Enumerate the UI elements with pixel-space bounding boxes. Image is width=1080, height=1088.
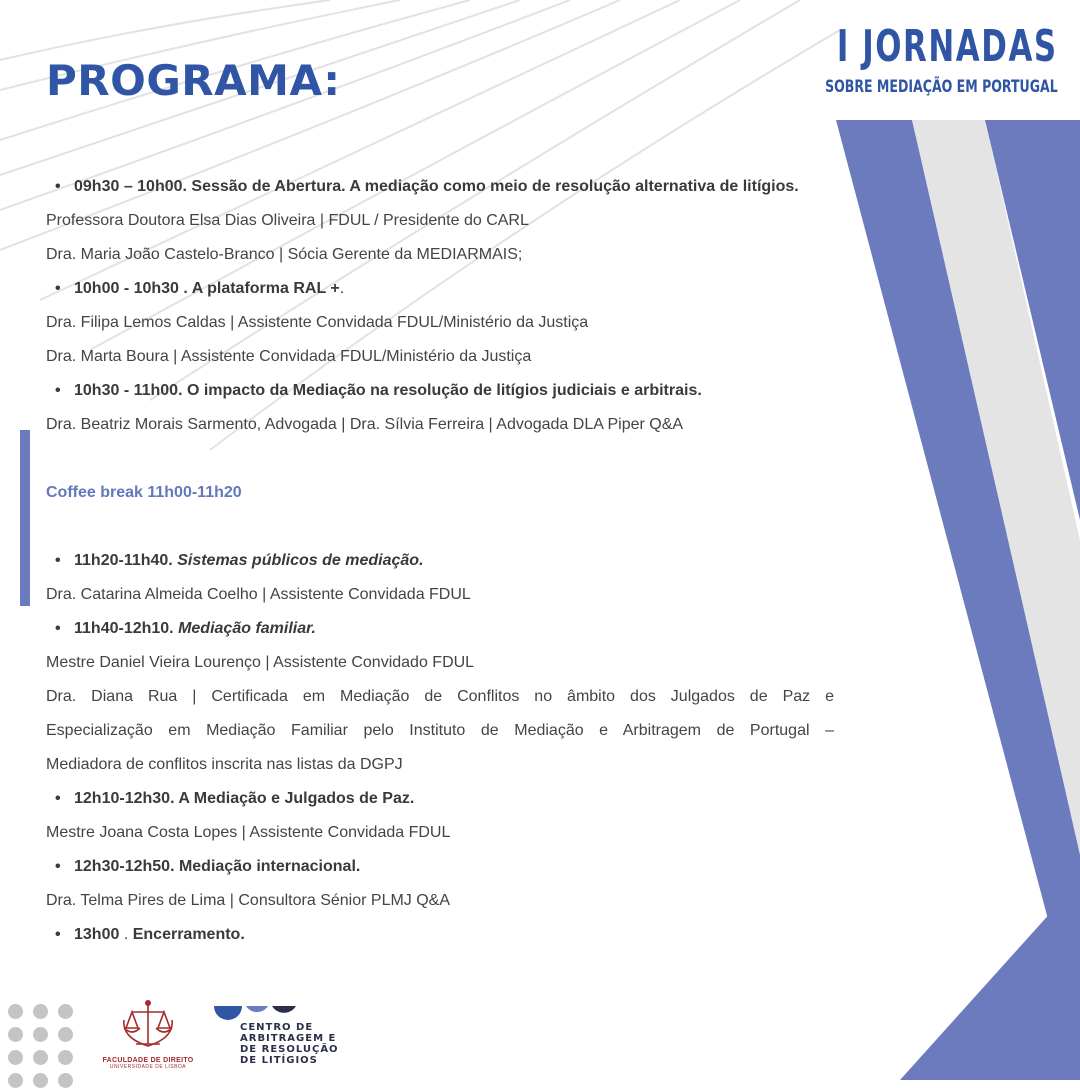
- session-family: [46, 612, 834, 646]
- carl-logo: [212, 998, 339, 1066]
- page-title: PROGRAMA:: [46, 56, 341, 105]
- carl-line: ARBITRAGEM E: [240, 1033, 337, 1044]
- faculty-name: FACULDADE DE DIREITO: [102, 1057, 194, 1064]
- event-brand: [774, 22, 1058, 98]
- session-title: 09h30 – 10h00. Sessão de Abertura. A mediação como meio de resolução alternativa de litígios.: [74, 178, 799, 195]
- speaker: Dra. Catarina Almeida Coelho | Assistente Convidada FDUL: [46, 586, 471, 603]
- speaker: Dra. Maria João Castelo-Branco | Sócia Gerente da MEDIARMAIS;: [46, 246, 523, 263]
- session-time: 11h20-11h40.: [74, 552, 173, 569]
- coffee-break: Coffee break 11h00-11h20: [46, 484, 242, 501]
- carl-line: DE RESOLUÇÃO: [240, 1044, 339, 1055]
- session-title: Encerramento.: [132, 926, 245, 943]
- session-time: 11h40-12h10.: [74, 620, 174, 637]
- speaker-line: Especialização em Mediação Familiar pelo Instituto de Mediação e Arbitragem de Portugal –: [46, 722, 834, 739]
- session-impact: [46, 374, 834, 408]
- carl-mark-icon: [212, 998, 302, 1020]
- session-title: 12h10-12h30. A Mediação e Julgados de Paz.: [74, 790, 415, 807]
- speaker: Dra. Filipa Lemos Caldas | Assistente Convidada FDUL/Ministério da Justiça: [46, 314, 589, 331]
- faculty-logo: [100, 998, 196, 1070]
- session-title: 12h30-12h50. Mediação internacional.: [74, 858, 361, 875]
- carl-line: DE LITÍGIOS: [240, 1055, 318, 1066]
- session-title: Mediação familiar.: [178, 620, 316, 637]
- speaker: Professora Doutora Elsa Dias Oliveira | FDUL / Presidente do CARL: [46, 212, 529, 229]
- session-title: Sistemas públicos de mediação.: [177, 552, 424, 569]
- speaker: Mestre Joana Costa Lopes | Assistente Convidada FDUL: [46, 824, 451, 841]
- speaker: Dra. Telma Pires de Lima | Consultora Sénior PLMJ Q&A: [46, 892, 451, 909]
- session-public-systems: [46, 544, 834, 578]
- speaker: Mestre Daniel Vieira Lourenço | Assistente Convidado FDUL: [46, 654, 475, 671]
- session-opening: [46, 170, 834, 204]
- session-ral: [46, 272, 834, 306]
- session-closing: [46, 918, 834, 952]
- accent-bar: [20, 430, 30, 606]
- speaker-line: Mediadora de conflitos inscrita nas listas da DGPJ: [46, 756, 403, 773]
- carl-line: CENTRO DE: [240, 1022, 314, 1033]
- session-time: 13h00: [74, 926, 120, 943]
- session-title: 10h30 - 11h00. O impacto da Mediação na resolução de litígios judiciais e arbitrais.: [74, 382, 702, 399]
- session-peace-courts: [46, 782, 834, 816]
- session-international: [46, 850, 834, 884]
- speaker-line: Dra. Diana Rua | Certificada em Mediação de Conflitos no âmbito dos Julgados de Paz e: [46, 688, 834, 705]
- university-name: UNIVERSIDADE DE LISBOA: [109, 1064, 187, 1070]
- speaker: Dra. Beatriz Morais Sarmento, Advogada | Dra. Sílvia Ferreira | Advogada DLA Piper Q&A: [46, 416, 684, 433]
- session-sep: .: [119, 926, 133, 943]
- brand-title: I JORNADAS: [837, 21, 1058, 72]
- footer: [0, 996, 400, 1080]
- carl-name: [240, 1022, 339, 1066]
- brand-subtitle: SOBRE MEDIAÇÃO EM PORTUGAL: [825, 77, 1058, 97]
- session-title: 10h00 - 10h30 . A plataforma RAL +: [74, 280, 340, 297]
- speaker: Dra. Marta Boura | Assistente Convidada FDUL/Ministério da Justiça: [46, 348, 532, 365]
- scales-icon: [118, 998, 178, 1050]
- program-list: [46, 170, 834, 952]
- session-punct: .: [339, 280, 345, 297]
